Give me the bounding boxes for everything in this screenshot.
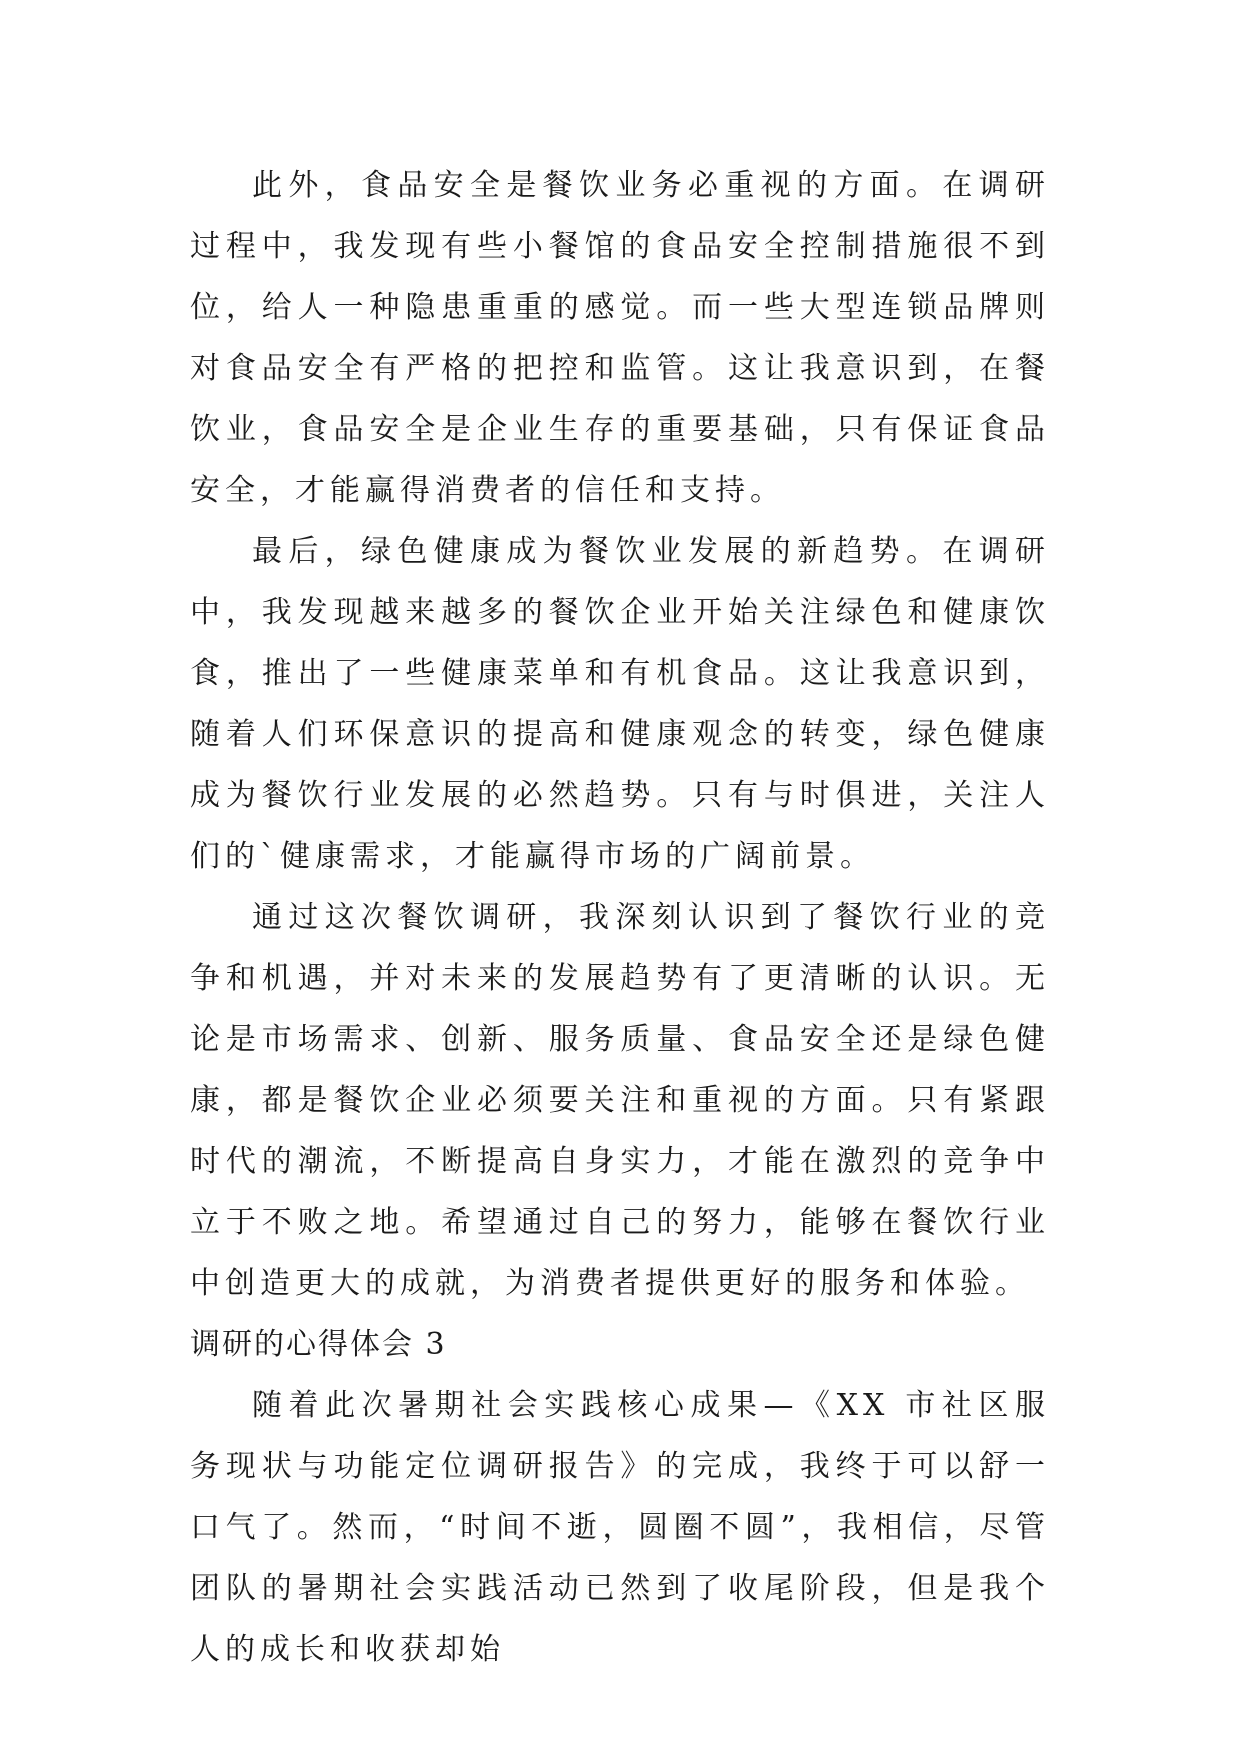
paragraph-summer-practice: 随着此次暑期社会实践核心成果—《XX 市社区服务现状与功能定位调研报告》的完成，我终于可以舒一口气了。然而，“时间不逝，圆圈不圆”，我相信，尽管团队的暑期社会实践活动已然到了收尾阶段，但是我个人的成长和收获却始: [190, 1388, 1050, 1667]
paragraph-food-safety: 此外，食品安全是餐饮业务必重视的方面。在调研过程中，我发现有些小餐馆的食品安全控制措施很不到位，给人一种隐患重重的感觉。而一些大型连锁品牌则对食品安全有严格的把控和监管。这让我意识到，在餐饮业，食品安全是企业生存的重要基础，只有保证食品安全，才能赢得消费者的信任和支持。: [190, 168, 1050, 508]
section-heading: 调研的心得体会 3: [190, 1327, 447, 1362]
document-body: [190, 155, 1050, 1680]
paragraph-green-health: 最后，绿色健康成为餐饮业发展的新趋势。在调研中，我发现越来越多的餐饮企业开始关注绿色和健康饮食，推出了一些健康菜单和有机食品。这让我意识到，随着人们环保意识的提高和健康观念的转变，绿色健康成为餐饮行业发展的必然趋势。只有与时俱进，关注人们的`健康需求，才能赢得市场的广阔前景。: [190, 534, 1050, 874]
paragraph-conclusion: 通过这次餐饮调研，我深刻认识到了餐饮行业的竞争和机遇，并对未来的发展趋势有了更清晰的认识。无论是市场需求、创新、服务质量、食品安全还是绿色健康，都是餐饮企业必须要关注和重视的方面。只有紧跟时代的潮流，不断提高自身实力，才能在激烈的竞争中立于不败之地。希望通过自己的努力，能够在餐饮行业中创造更大的成就，为消费者提供更好的服务和体验。: [190, 900, 1050, 1301]
